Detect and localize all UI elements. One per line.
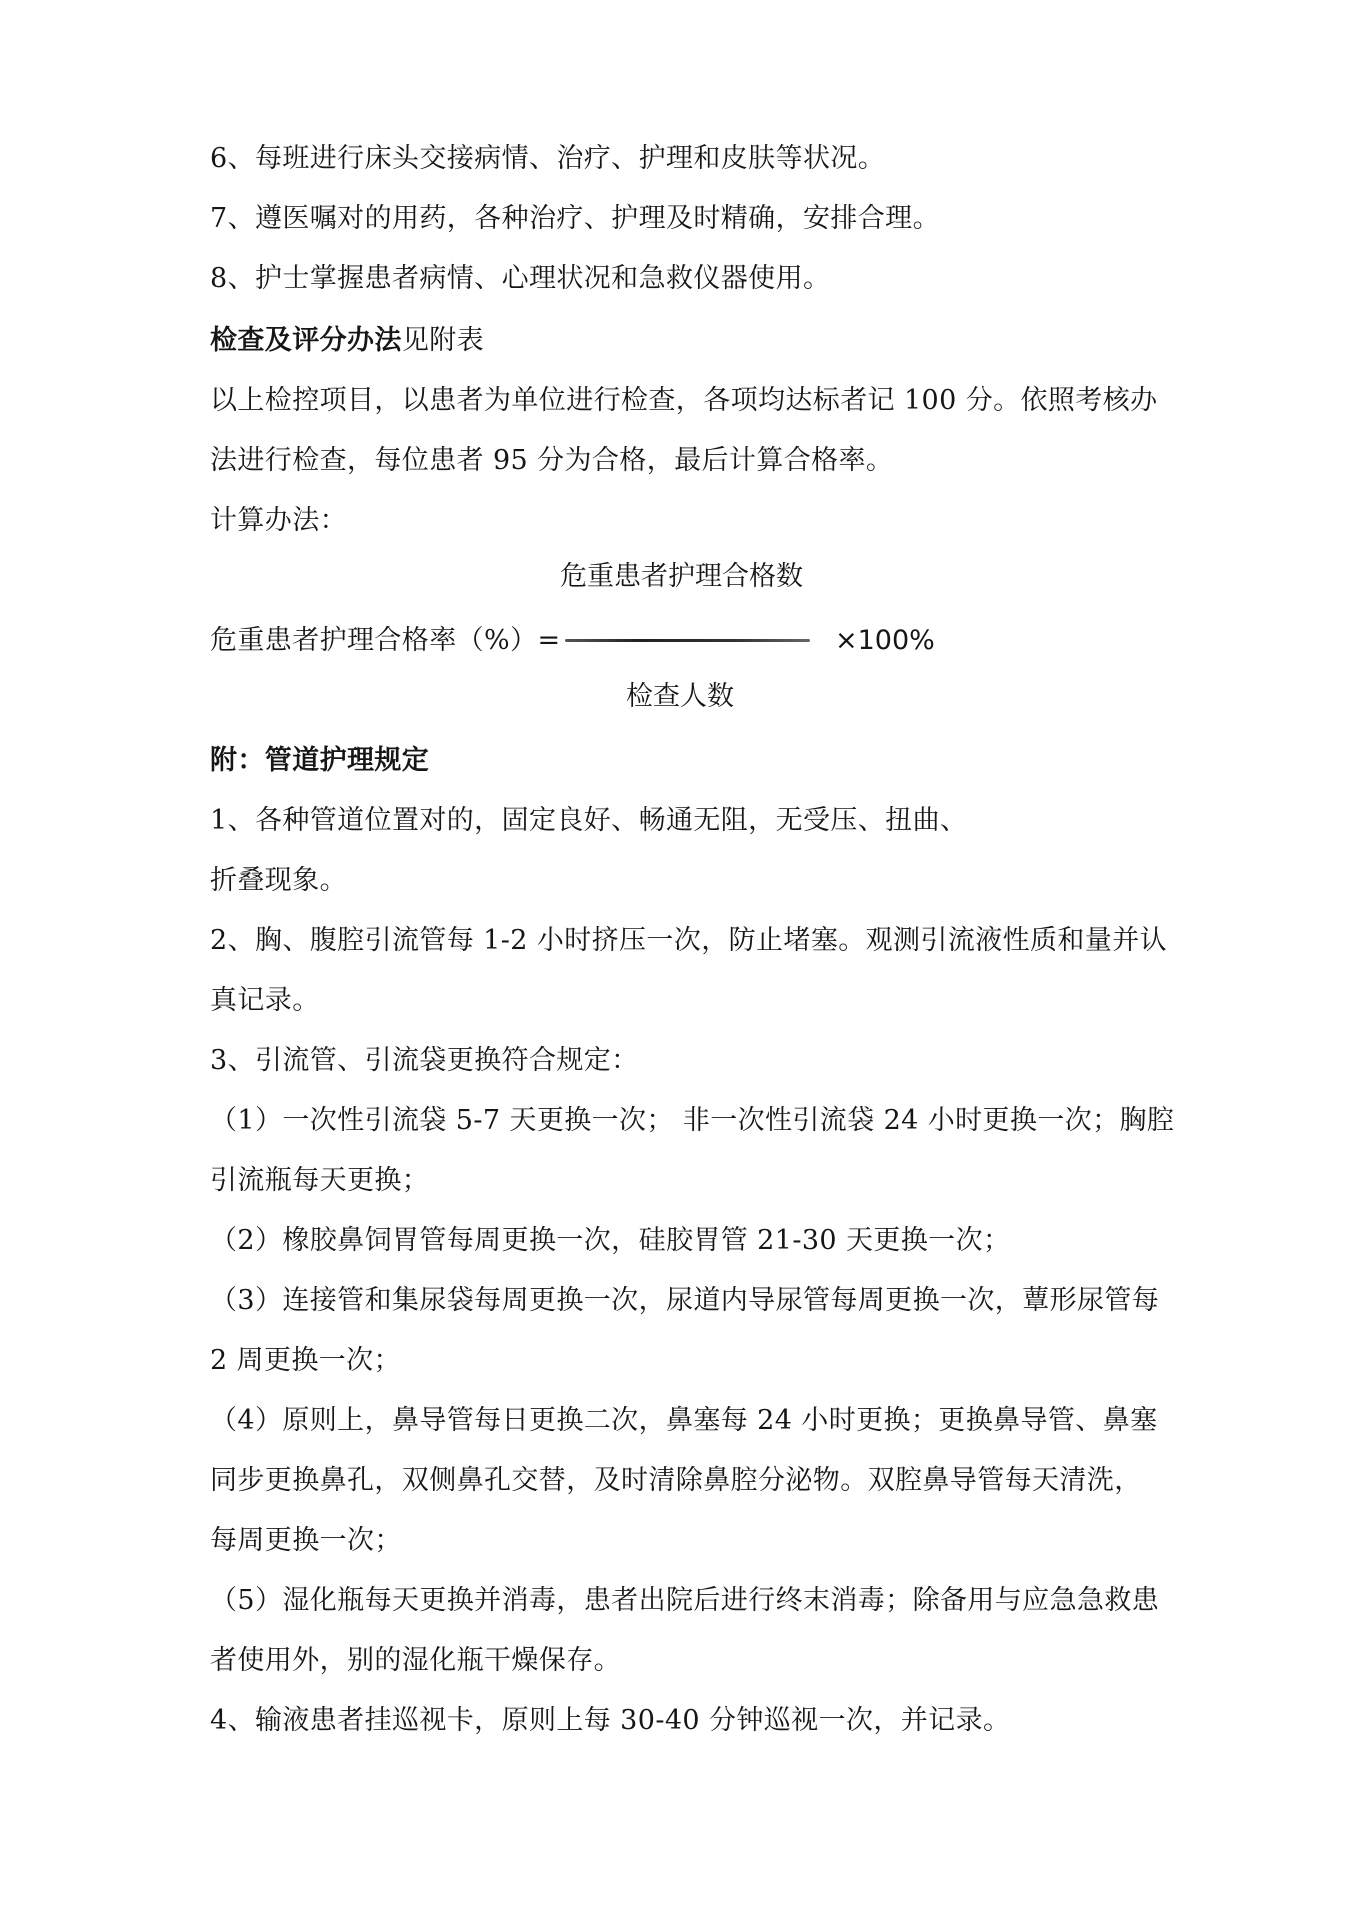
scoring-method-note: 见附表 [401,325,485,356]
appendix-line-6: （1）一次性引流袋 5-7 天更换一次； 非一次性引流袋 24 小时更换一次；胸腔 [210,1105,1175,1136]
appendix-line-7: 引流瓶每天更换； [210,1165,430,1196]
formula-numerator: 危重患者护理合格数 [560,561,803,592]
scoring-paragraph-line-2: 法进行检查，每位患者 95 分为合格，最后计算合格率。 [210,445,894,476]
paragraph-item-7: 7、遵医嘱对的用药，各种治疗、护理及时精确，安排合理。 [210,203,940,234]
scoring-method-heading: 检查及评分办法 [210,325,402,356]
appendix-line-1: 1、各种管道位置对的，固定良好、畅通无阻，无受压、扭曲、 [210,805,968,836]
appendix-line-10: 2 周更换一次； [210,1345,401,1376]
appendix-line-3: 2、胸、腹腔引流管每 1-2 小时挤压一次，防止堵塞。观测引流液性质和量并认 [210,925,1168,956]
appendix-line-2: 折叠现象。 [210,865,347,896]
appendix-line-8: （2）橡胶鼻饲胃管每周更换一次，硅胶胃管 21-30 天更换一次； [210,1225,1011,1256]
appendix-line-16: 4、输液患者挂巡视卡，原则上每 30-40 分钟巡视一次，并记录。 [210,1705,1011,1736]
appendix-line-13: 每周更换一次； [210,1525,402,1556]
appendix-line-9: （3）连接管和集尿袋每周更换一次，尿道内导尿管每周更换一次，蕈形尿管每 [210,1285,1160,1316]
appendix-title: 附：管道护理规定 [210,745,430,776]
appendix-line-12: 同步更换鼻孔，双侧鼻孔交替，及时清除鼻腔分泌物。双腔鼻导管每天清洗， [210,1465,1142,1496]
appendix-line-4: 真记录。 [210,985,320,1016]
paragraph-item-6: 6、每班进行床头交接病情、治疗、护理和皮肤等状况。 [210,143,886,174]
scoring-method-line [210,322,484,360]
calculation-method-label: 计算办法： [210,505,347,536]
scoring-paragraph-line-1: 以上检控项目，以患者为单位进行检查，各项均达标者记 100 分。依照考核办 [210,385,1158,416]
formula-denominator: 检查人数 [626,681,734,712]
appendix-line-5: 3、引流管、引流袋更换符合规定： [210,1045,639,1076]
appendix-line-15: 者使用外，别的湿化瓶干燥保存。 [210,1645,621,1676]
appendix-line-11: （4）原则上，鼻导管每日更换二次，鼻塞每 24 小时更换；更换鼻导管、鼻塞 [210,1405,1158,1436]
appendix-line-14: （5）湿化瓶每天更换并消毒，患者出院后进行终末消毒；除备用与应急急救患 [210,1585,1160,1616]
formula-lhs: 危重患者护理合格率（%）= [210,625,561,656]
formula-multiplier: ×100% [835,625,935,656]
paragraph-item-8: 8、护士掌握患者病情、心理状况和急救仪器使用。 [210,263,831,294]
fraction-bar [565,639,810,642]
